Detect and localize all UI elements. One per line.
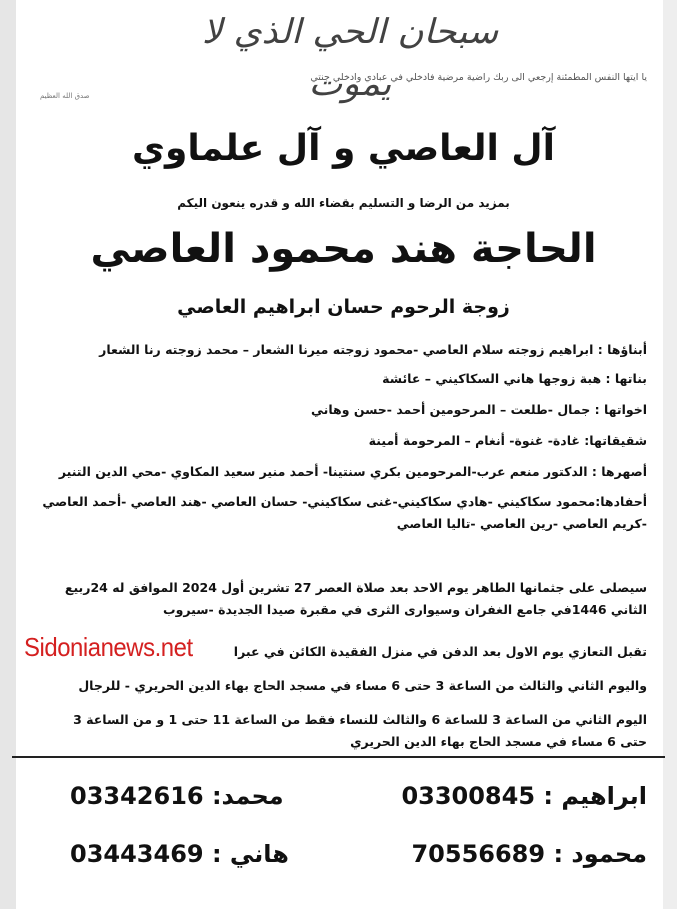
- contact-mohammad: [70, 782, 284, 810]
- right-edge-bar: [663, 0, 677, 909]
- contact-number: 03443469: [70, 840, 204, 868]
- site-watermark: Sidonianews.net: [24, 632, 193, 662]
- deceased-name: الحاجة هند محمود العاصي: [90, 226, 597, 272]
- quran-verse: يا ايتها النفس المطمئنة إرجعي الى ربك راضية مرضية فادخلي في عبادي وادخلي جنتي: [310, 72, 647, 83]
- calligraphy-header: سبحان الحي الذي لا يموت: [201, 12, 499, 104]
- intro-line: بمزيد من الرضا و التسليم بقضاء الله و قدره ينعون اليكم: [177, 196, 510, 210]
- spouse-line: زوجة الرحوم حسان ابراهيم العاصي: [177, 296, 510, 318]
- contact-number: 03342616: [70, 782, 204, 810]
- contact-hani: [70, 840, 289, 868]
- condolence-line-4: حتى 6 مساء في مسجد الحاج بهاء الدين الحريري: [350, 734, 647, 749]
- funeral-line-2: الثاني 1446في جامع الغفران وسيوارى الثرى في مقبرة صيدا الجديدة -سيروب: [163, 602, 647, 617]
- contact-name: هاني :: [211, 840, 289, 868]
- left-edge-bar: [0, 0, 16, 909]
- relatives-brothers: اخواتها : جمال -طلعت – المرحومين أحمد -حسن وهاني: [311, 402, 647, 417]
- condolence-line-3: اليوم الثاني من الساعة 3 للساعة 6 والثالث للنساء فقط من الساعة 11 حتى 1 و من الساعة 3: [73, 712, 647, 727]
- obituary-content: [40, 0, 647, 909]
- condolence-line-1: تقبل التعازي يوم الاول بعد الدفن في منزل الفقيدة الكائن في عبرا: [233, 644, 647, 659]
- families-heading: آل العاصي و آل علماوي: [132, 128, 555, 169]
- contact-number: 70556689: [411, 840, 546, 868]
- relatives-sons: أبناؤها : ابراهيم زوجته سلام العاصي -محمود زوجته ميرنا الشعار – محمد زوجته رنا الشعار: [99, 342, 647, 357]
- relatives-grandchildren: أحفادها:محمود سكاكيني -هادي سكاكيني-غنى سكاكيني- حسان العاصي -هند العاصي -أحمد العاصي: [42, 494, 647, 509]
- relatives-grandchildren-cont: -كريم العاصي -رين العاصي -تاليا العاصي: [396, 516, 647, 531]
- contact-name: محمود :: [553, 840, 647, 868]
- contact-name: ابراهيم :: [543, 782, 647, 810]
- condolence-line-2: واليوم الثاني والثالث من الساعة 3 حتى 6 مساء في مسجد الحاج بهاء الدين الحريري - للرجال: [78, 678, 647, 693]
- contact-ibrahim: [401, 782, 647, 810]
- contact-number: 03300845: [401, 782, 536, 810]
- funeral-line-1: سيصلى على جثمانها الطاهر يوم الاحد بعد صلاة العصر 27 تشرين أول 2024 الموافق له 24ربيع: [64, 580, 647, 595]
- relatives-in-laws: أصهرها : الدكتور منعم عرب-المرحومين بكري سنتينا- أحمد منير سعيد المكاوي -محي الدين التنير: [58, 464, 647, 479]
- contact-name: محمد:: [211, 782, 284, 810]
- relatives-sisters: شقيقاتها: غادة- غنوة- أنغام – المرحومة أمينة: [368, 433, 647, 448]
- verse-signature: صدق الله العظيم: [40, 92, 90, 100]
- section-divider: [12, 756, 665, 758]
- relatives-daughters: بناتها : هبة زوجها هاني السكاكيني – عائشة: [382, 371, 647, 386]
- contact-mahmoud: [411, 840, 647, 868]
